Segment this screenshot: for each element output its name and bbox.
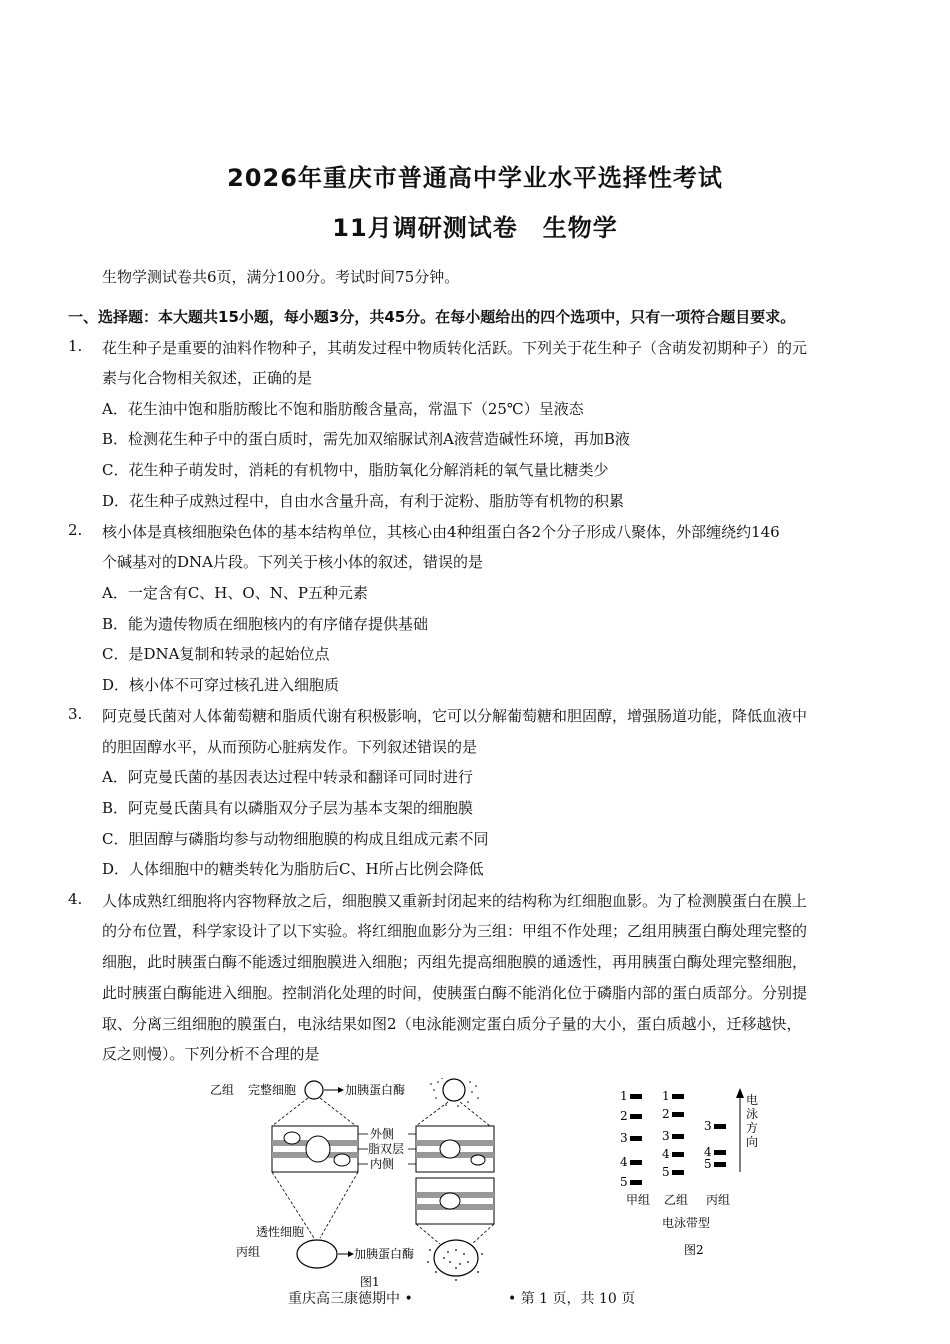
fig1-intact-cell-label: 完整细胞 [248,1083,297,1097]
trypsin-treated-cell-icon [430,1078,479,1107]
question-stem-line: 花生种子是重要的油料作物种子，其萌发过程中物质转化活跃。下列关于花生种子（含萌发初期种子）的元 [102,339,808,357]
question-stem-line: 细胞，此时胰蛋白酶不能透过细胞膜进入细胞；丙组先提高细胞膜的通透性，再用胰蛋白酶处理完整细胞， [102,953,808,971]
fig2-direction-label-4: 向 [746,1135,759,1149]
question-stem-line: 个碱基对的DNA片段。下列关于核小体的叙述，错误的是 [102,553,483,571]
intact-cell-icon [305,1081,323,1099]
option-b[interactable]: B．阿克曼氏菌具有以磷脂双分子层为基本支架的细胞膜 [102,799,474,817]
option-a[interactable]: A．花生油中饱和脂肪酸比不饱和脂肪酸含量高，常温下（25℃）呈液态 [102,400,584,418]
option-d[interactable]: D．人体细胞中的糖类转化为脂肪后C、H所占比例会降低 [102,860,484,878]
fig1-inside-label: 内侧 [370,1157,395,1171]
membrane-bing-treated-icon [416,1178,494,1224]
fig2-direction-label-3: 方 [746,1121,759,1135]
arrow-head-icon [338,1087,344,1093]
question-stem-line: 的分布位置，科学家设计了以下实验。将红细胞血影分为三组：甲组不作处理；乙组用胰蛋白酶处理完整的 [102,922,808,940]
bing-treated-cell-icon [427,1240,483,1281]
option-d[interactable]: D．花生种子成熟过程中，自由水含量升高，有利于淀粉、脂肪等有机物的积累 [102,492,625,510]
exam-intro: 生物学测试卷共6页，满分100分。考试时间75分钟。 [102,268,460,286]
exam-subtitle: 11月调研测试卷 生物学 [332,214,618,242]
band-number: 5 [704,1157,712,1171]
figure-2-electrophoresis [614,1082,764,1262]
fig2-direction-label-1: 电 [746,1093,759,1107]
footer-page-number: • 第 1 页，共 10 页 [508,1291,636,1307]
exam-title: 2026年重庆市普通高中学业水平选择性考试 [227,164,723,192]
option-c[interactable]: C．花生种子萌发时，消耗的有机物中，脂肪氧化分解消耗的氧气量比糖类少 [102,461,609,479]
gel-band [672,1152,684,1157]
arrow-head-icon [736,1088,744,1098]
membrane-yi-treated-icon [416,1126,494,1172]
band-number: 3 [704,1119,712,1133]
question-stem-line: 此时胰蛋白酶能进入细胞。控制消化处理的时间，使胰蛋白酶不能消化位于磷脂内部的蛋白质部分。分别提 [102,984,808,1002]
band-number: 5 [620,1175,628,1189]
gel-band [630,1114,642,1119]
option-b[interactable]: B．检测花生种子中的蛋白质时，需先加双缩脲试剂A液营造碱性环境，再加B液 [102,430,630,448]
gel-band [672,1112,684,1117]
option-c[interactable]: C．胆固醇与磷脂均参与动物细胞膜的构成且组成元素不同 [102,830,489,848]
question-number: 1. [68,337,83,355]
band-number: 4 [662,1147,670,1161]
gel-band [630,1136,642,1141]
question-stem-line: 素与化合物相关叙述，正确的是 [102,369,313,387]
band-number: 2 [662,1107,670,1121]
fig1-add-trypsin-label-2: 加胰蛋白酶 [354,1247,415,1261]
gel-band [714,1150,726,1155]
fig2-xlabel: 电泳带型 [662,1216,711,1230]
fig1-caption: 图1 [360,1275,380,1289]
option-b[interactable]: B．能为遗传物质在细胞核内的有序储存提供基础 [102,615,429,633]
question-stem-line: 阿克曼氏菌对人体葡萄糖和脂质代谢有积极影响，它可以分解葡萄糖和胆固醇，增强肠道功能，降低血液中 [102,707,808,725]
band-number: 3 [620,1131,628,1145]
figure-1-diagram [200,1078,510,1290]
gel-band [672,1094,684,1099]
gel-band [630,1160,642,1165]
gel-band [714,1124,726,1129]
fig1-bilayer-label: 脂双层 [368,1142,405,1156]
question-number: 3. [68,705,83,723]
fig2-lane-label-yi: 乙组 [664,1193,689,1207]
permeable-cell-icon [297,1240,337,1268]
option-a[interactable]: A．一定含有C、H、O、N、P五种元素 [102,584,368,602]
footer-left: 重庆高三康德期中 • [288,1291,413,1307]
question-stem-line: 取、分离三组细胞的膜蛋白，电泳结果如图2（电泳能测定蛋白质分子量的大小，蛋白质越小，迁移越快， [102,1015,802,1033]
band-number: 1 [620,1089,628,1103]
gel-band [630,1094,642,1099]
question-stem-line: 人体成熟红细胞将内容物释放之后，细胞膜又重新封闭起来的结构称为红细胞血影。为了检测膜蛋白在膜上 [102,892,808,910]
fig1-outside-label: 外侧 [370,1127,395,1141]
fig1-yi-group-label: 乙组 [210,1083,235,1097]
question-stem-line: 核小体是真核细胞染色体的基本结构单位，其核心由4种组蛋白各2个分子形成八聚体，外部缠绕约146 [102,523,780,541]
option-c[interactable]: C．是DNA复制和转录的起始位点 [102,645,330,663]
fig1-permeable-cell-label: 透性细胞 [256,1225,305,1239]
question-number: 4. [68,890,83,908]
gel-band [630,1180,642,1185]
fig1-add-trypsin-label-1: 加胰蛋白酶 [345,1083,406,1097]
band-number: 4 [704,1145,712,1159]
fig1-bing-group-label: 丙组 [236,1245,261,1259]
fig2-lane-label-bing: 丙组 [706,1193,731,1207]
fig2-caption: 图2 [684,1243,704,1257]
option-d[interactable]: D．核小体不可穿过核孔进入细胞质 [102,676,340,694]
membrane-untreated-icon [272,1126,358,1172]
question-stem-line: 反之则慢）。下列分析不合理的是 [102,1045,320,1063]
band-number: 3 [662,1129,670,1143]
band-number: 4 [620,1155,628,1169]
question-number: 2. [68,521,83,539]
band-number: 2 [620,1109,628,1123]
gel-band [714,1162,726,1167]
band-number: 5 [662,1165,670,1179]
question-stem-line: 的胆固醇水平，从而预防心脏病发作。下列叙述错误的是 [102,738,478,756]
fig2-direction-label-2: 泳 [746,1107,759,1121]
band-number: 1 [662,1089,670,1103]
option-a[interactable]: A．阿克曼氏菌的基因表达过程中转录和翻译可同时进行 [102,768,473,786]
section-heading: 一、选择题：本大题共15小题，每小题3分，共45分。在每小题给出的四个选项中，只有一项符合题目要求。 [68,308,796,326]
gel-band [672,1170,684,1175]
fig2-lane-label-jia: 甲组 [626,1193,651,1207]
gel-band [672,1134,684,1139]
